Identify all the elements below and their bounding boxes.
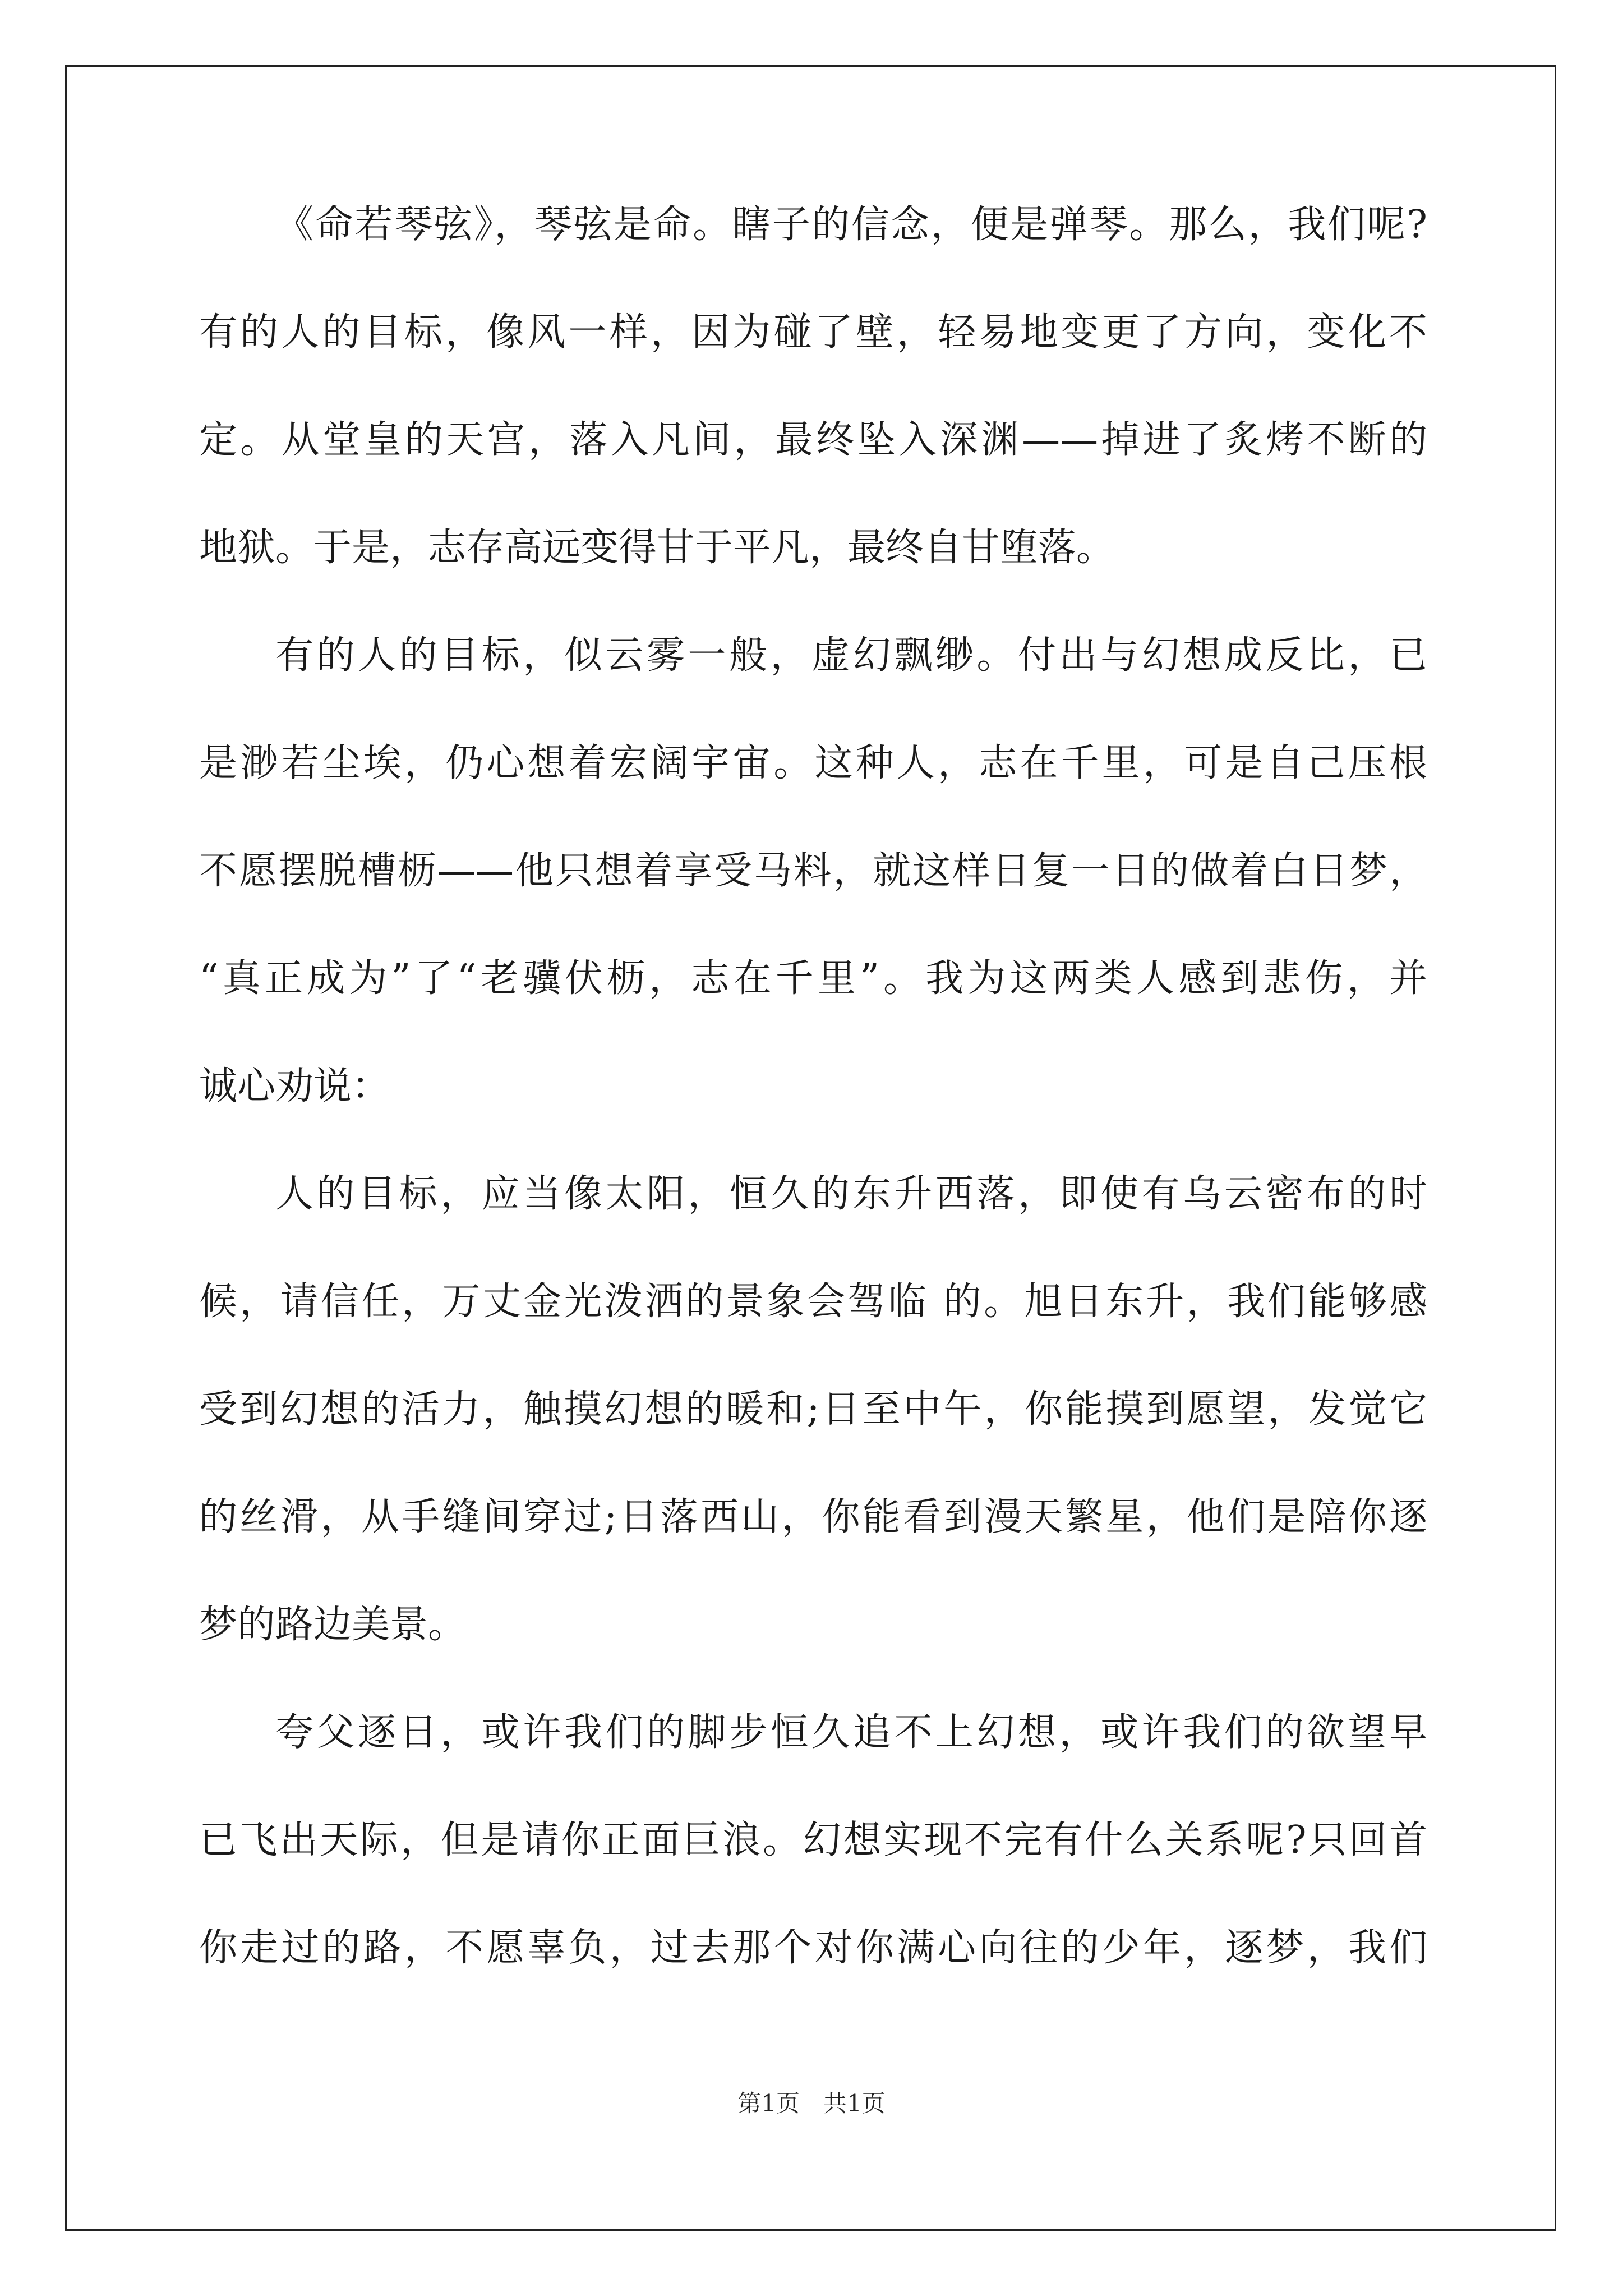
text-line: 梦的路边美景。	[199, 1603, 467, 1647]
text-line: 人的目标，应当像太阳，恒久的东升西落，即使有乌云密布的时	[275, 1172, 1427, 1216]
text-line: 有的人的目标，像风一样，因为碰了壁，轻易地变更了方向，变化不	[199, 310, 1427, 355]
text-line: 不愿摆脱槽枥——他只想着享受马料，就这样日复一日的做着白日梦，	[199, 849, 1427, 893]
page-footer: 第1页 共1页	[737, 2090, 886, 2117]
text-line: 你走过的路，不愿辜负，过去那个对你满心向往的少年，逐梦，我们	[199, 1926, 1427, 1970]
text-line: 诚心劝说：	[199, 1064, 390, 1108]
text-line: “真正成为”了“老骥伏枥，志在千里”。我为这两类人感到悲伤，并	[199, 956, 1427, 1001]
text-line: 已飞出天际，但是请你正面巨浪。幻想实现不完有什么关系呢?只回首	[199, 1818, 1427, 1862]
text-line: 地狱。于是，志存高远变得甘于平凡，最终自甘堕落。	[199, 526, 1115, 570]
text-line: 夸父逐日，或许我们的脚步恒久追不上幻想，或许我们的欲望早	[275, 1710, 1427, 1755]
text-line: 有的人的目标，似云雾一般，虚幻飘缈。付出与幻想成反比，已	[275, 633, 1427, 678]
text-line: 是渺若尘埃，仍心想着宏阔宇宙。这种人，志在千里，可是自己压根	[199, 741, 1427, 785]
text-line: 候，请信任，万丈金光泼洒的景象会驾临 的。旭日东升，我们能够感	[199, 1280, 1427, 1324]
text-line: 《命若琴弦》，琴弦是命。瞎子的信念，便是弹琴。那么，我们呢?	[275, 203, 1427, 247]
document-body	[199, 199, 1427, 2030]
text-line: 定。从堂皇的天宫，落入凡间，最终坠入深渊——掉进了炙烤不断的	[199, 418, 1427, 462]
text-line: 的丝滑，从手缝间穿过;日落西山，你能看到漫天繁星，他们是陪你逐	[199, 1495, 1427, 1539]
text-line: 受到幻想的活力，触摸幻想的暖和;日至中午，你能摸到愿望，发觉它	[199, 1387, 1427, 1432]
